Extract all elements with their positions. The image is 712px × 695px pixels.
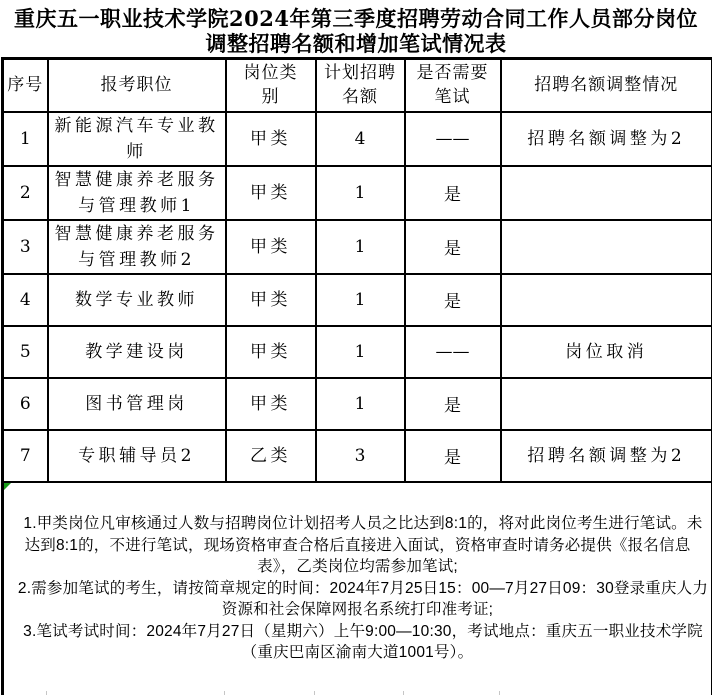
note-2: 2.需参加笔试的考生，请按简章规定的时间：2024年7月25日15：00—7月27日09：30登录重庆人力资源和社会保障网报名系统打印准考证;: [17, 579, 709, 619]
cell-seq: 6: [3, 378, 48, 430]
column-header-position: 报考职位: [48, 59, 226, 112]
cell-written-test: 是: [405, 430, 501, 482]
cell-quota: 1: [316, 326, 405, 378]
cell-adjustment: [501, 220, 712, 274]
table-row: [3, 166, 712, 220]
cell-position: 智慧健康养老服务与管理教师2: [48, 220, 226, 274]
cell-flag-icon: [4, 483, 11, 490]
table-row: [3, 220, 712, 274]
gridline-tick: [499, 691, 500, 695]
cell-written-test: 是: [405, 220, 501, 274]
cell-seq: 7: [3, 430, 48, 482]
cell-seq: 4: [3, 274, 48, 326]
cell-adjustment: [501, 378, 712, 430]
cell-quota: 4: [316, 112, 405, 166]
gridline-tick: [314, 691, 315, 695]
cell-adjustment: [501, 274, 712, 326]
cell-seq: 5: [3, 326, 48, 378]
recruitment-table: [1, 57, 712, 695]
cell-position: 智慧健康养老服务与管理教师1: [48, 166, 226, 220]
note-3: 3.笔试考试时间：2024年7月27日（星期六）上午9:00—10:30，考试地点：重庆五一职业技术学院（重庆巴南区渝南大道1001号）。: [23, 622, 703, 662]
column-header-category: 岗位类别: [226, 59, 316, 112]
table-row: [3, 274, 712, 326]
cell-quota: 3: [316, 430, 405, 482]
note-1: 1.甲类岗位凡审核通过人数与招聘岗位计划招考人员之比达到8:1的，将对此岗位考生进行笔试。未达到8:1的，不进行笔试，现场资格审查合格后直接进入面试，资格审查时请务必提供《报名信息表》，乙类岗位均需参加笔试;: [23, 515, 703, 576]
cell-seq: 3: [3, 220, 48, 274]
gridline-tick: [224, 691, 225, 695]
cell-written-test: ——: [405, 326, 501, 378]
cell-category: 甲类: [226, 220, 316, 274]
cell-position: 新能源汽车专业教师: [48, 112, 226, 166]
table-row: [3, 378, 712, 430]
cell-seq: 1: [3, 112, 48, 166]
cell-adjustment: 招聘名额调整为2: [501, 430, 712, 482]
cell-category: 甲类: [226, 378, 316, 430]
page-title: [0, 0, 712, 56]
cell-category: 甲类: [226, 274, 316, 326]
notes-cell: [3, 482, 712, 695]
cell-quota: 1: [316, 274, 405, 326]
cell-position: 专职辅导员2: [48, 430, 226, 482]
cell-category: 甲类: [226, 166, 316, 220]
table-row: [3, 430, 712, 482]
gridline-tick: [46, 691, 47, 695]
cell-adjustment: [501, 166, 712, 220]
notes-row: [3, 482, 712, 695]
cell-seq: 2: [3, 166, 48, 220]
cell-adjustment: 岗位取消: [501, 326, 712, 378]
cell-category: 乙类: [226, 430, 316, 482]
cell-quota: 1: [316, 378, 405, 430]
cell-category: 甲类: [226, 112, 316, 166]
cell-position: 图书管理岗: [48, 378, 226, 430]
column-header-quota: 计划招聘名额: [316, 59, 405, 112]
column-header-written-test: 是否需要笔试: [405, 59, 501, 112]
cell-written-test: 是: [405, 378, 501, 430]
cell-position: 数学专业教师: [48, 274, 226, 326]
table-row: [3, 112, 712, 166]
cell-adjustment: 招聘名额调整为2: [501, 112, 712, 166]
table-row: [3, 326, 712, 378]
cell-written-test: ——: [405, 112, 501, 166]
cell-written-test: 是: [405, 274, 501, 326]
page-title-line2: 调整招聘名额和增加笔试情况表: [205, 31, 507, 56]
header-row: [3, 59, 712, 112]
cell-quota: 1: [316, 166, 405, 220]
column-header-adjustment: 招聘名额调整情况: [501, 59, 712, 112]
column-header-seq: 序号: [3, 59, 48, 112]
cell-category: 甲类: [226, 326, 316, 378]
cell-written-test: 是: [405, 166, 501, 220]
cell-quota: 1: [316, 220, 405, 274]
gridline-tick: [403, 691, 404, 695]
cell-position: 教学建设岗: [48, 326, 226, 378]
page-title-line1: 重庆五一职业技术学院2024年第三季度招聘劳动合同工作人员部分岗位: [14, 6, 698, 31]
